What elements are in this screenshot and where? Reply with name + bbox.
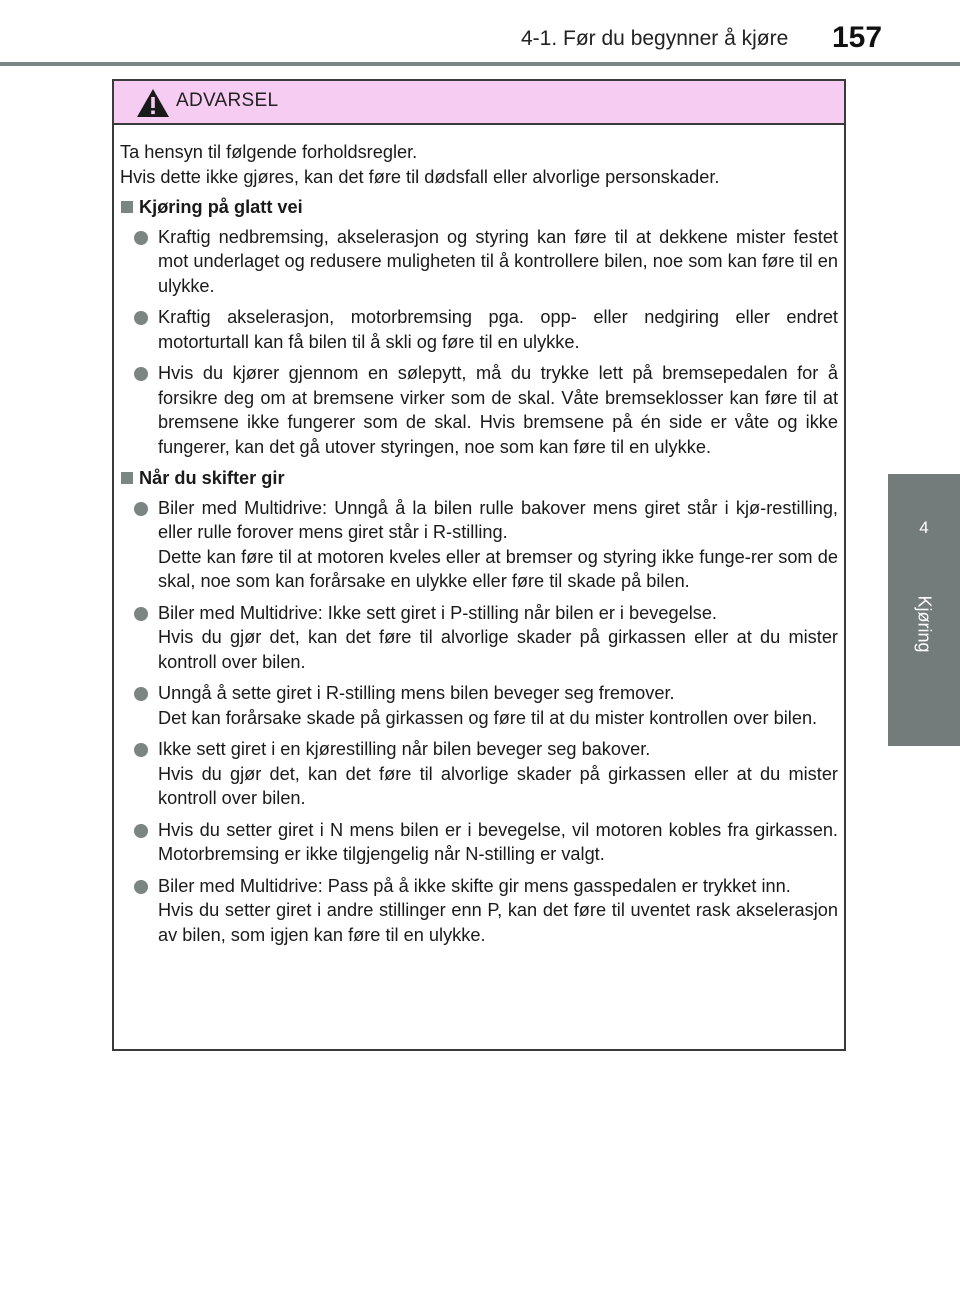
item-paragraph: Kraftig akselerasjon, motorbremsing pga. opp- eller nedgiring eller endret motorturtall kan få bilen til å skli og føre til en ulykke. <box>158 307 838 352</box>
list-item <box>120 737 838 811</box>
circle-bullet-icon <box>134 880 148 894</box>
item-paragraph: Unngå å sette giret i R-stilling mens bilen beveger seg fremover. <box>158 683 675 703</box>
list-item <box>120 601 838 675</box>
item-paragraph: Det kan forårsake skade på girkassen og føre til at du mister kontrollen over bilen. <box>158 707 818 728</box>
list-item <box>120 305 838 354</box>
item-paragraph: Hvis du kjører gjennom en sølepytt, må du trykke lett på bremsepedalen for å forsikre deg om at bremsene virker som de skal. Våte bremseklosser kan føre til at bremsene ikke fungerer som de skal. Hvis bremsene på én side er våte og ikke fungerer, kan det gå utover styringen, noe som kan føre til en ulykke. <box>158 363 838 457</box>
chapter-tab <box>888 474 960 746</box>
header-divider <box>0 62 960 66</box>
circle-bullet-icon <box>134 311 148 325</box>
section-heading <box>120 466 838 491</box>
circle-bullet-icon <box>134 687 148 701</box>
circle-bullet-icon <box>134 367 148 381</box>
page-number: 157 <box>832 21 883 54</box>
intro-line: Ta hensyn til følgende forholdsregler. <box>120 142 418 162</box>
item-paragraph: Hvis du gjør det, kan det føre til alvorlige skader på girkassen eller at du mister kontroll over bilen. <box>158 763 838 808</box>
square-bullet-icon <box>121 201 133 213</box>
item-paragraph: Hvis du gjør det, kan det føre til alvorlige skader på girkassen eller at du mister kontroll over bilen. <box>158 627 838 672</box>
chapter-number: 4 <box>919 518 929 537</box>
warning-intro <box>120 140 838 189</box>
warning-triangle-icon <box>136 88 170 118</box>
circle-bullet-icon <box>134 824 148 838</box>
chapter-label: Kjøring <box>914 595 935 653</box>
warning-header <box>114 81 844 125</box>
item-paragraph: Biler med Multidrive: Unngå å la bilen rulle bakover mens giret står i kjø-restilling, eller rulle forover mens giret står i R-stilling. <box>158 497 838 542</box>
item-paragraph: Dette kan føre til at motoren kveles eller at bremser og styring ikke funge-rer som de skal, noe som kan forårsake en ulykke eller føre til skade på bilen. <box>158 546 838 591</box>
item-paragraph: Kraftig nedbremsing, akselerasjon og styring kan føre til at dekkene mister festet mot underlaget og redusere muligheten til å kontrollere bilen, noe som kan føre til en ulykke. <box>158 226 838 296</box>
section-item-list <box>120 225 838 460</box>
section-heading-text: Når du skifter gir <box>139 468 285 488</box>
warning-box <box>112 79 846 1051</box>
circle-bullet-icon <box>134 743 148 757</box>
section-heading-text: Kjøring på glatt vei <box>139 197 303 217</box>
list-item <box>120 818 838 867</box>
list-item <box>120 874 838 948</box>
item-paragraph: Biler med Multidrive: Ikke sett giret i P-stilling når bilen er i bevegelse. <box>158 602 717 623</box>
item-paragraph: Ikke sett giret i en kjørestilling når bilen beveger seg bakover. <box>158 739 651 759</box>
circle-bullet-icon <box>134 231 148 245</box>
list-item <box>120 681 838 730</box>
item-paragraph: Hvis du setter giret i andre stillinger enn P, kan det føre til uventet rask akselerasjon av bilen, som igjen kan føre til en ulykke. <box>158 900 838 945</box>
warning-sections <box>120 195 838 947</box>
section-heading <box>120 195 838 220</box>
intro-line: Hvis dette ikke gjøres, kan det føre til dødsfall eller alvorlige personskader. <box>120 166 720 187</box>
circle-bullet-icon <box>134 607 148 621</box>
list-item <box>120 361 838 459</box>
item-paragraph: Hvis du setter giret i N mens bilen er i bevegelse, vil motoren kobles fra girkassen. Motorbremsing er ikke tilgjengelig når N-stilling er valgt. <box>158 819 838 864</box>
circle-bullet-icon <box>134 502 148 516</box>
section-header: 4-1. Før du begynner å kjøre <box>521 27 789 50</box>
list-item <box>120 225 838 299</box>
warning-title: ADVARSEL <box>176 90 279 111</box>
list-item <box>120 496 838 594</box>
item-paragraph: Biler med Multidrive: Pass på å ikke skifte gir mens gasspedalen er trykket inn. <box>158 875 791 896</box>
square-bullet-icon <box>121 472 133 484</box>
section-item-list <box>120 496 838 948</box>
warning-body <box>114 125 844 947</box>
